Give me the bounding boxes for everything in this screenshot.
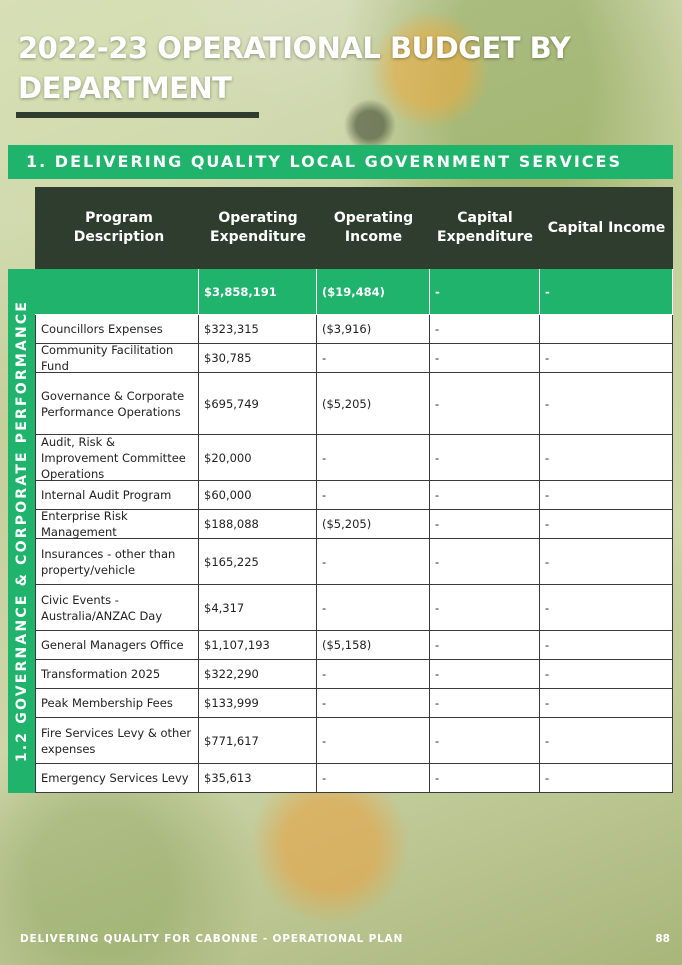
section-heading: 1. DELIVERING QUALITY LOCAL GOVERNMENT SERVICES [8,145,673,179]
value-cell: - [540,718,673,764]
page-title: 2022-23 OPERATIONAL BUDGET BY DEPARTMENT [18,31,571,105]
value-cell: $165,225 [199,539,317,585]
column-header: Operating Income [333,210,414,245]
value-cell: ($3,916) [317,315,430,344]
value-cell: $35,613 [199,764,317,793]
value-cell: - [430,435,540,481]
value-cell: - [540,764,673,793]
table-row [35,315,673,344]
program-description-cell: Transformation 2025 [35,660,199,689]
value-cell: - [540,373,673,435]
value-cell: - [430,481,540,510]
column-header: Capital Expenditure [437,210,533,245]
table-row [35,718,673,764]
program-description-cell: Enterprise Risk Management [35,510,199,539]
value-cell: - [540,689,673,718]
value-cell: $323,315 [199,315,317,344]
value-cell: - [317,481,430,510]
value-cell: - [317,660,430,689]
table-row [35,539,673,585]
value-cell: $20,000 [199,435,317,481]
value-cell: - [540,344,673,373]
value-cell: ($5,158) [317,631,430,660]
table-header [35,187,673,269]
table-row [35,631,673,660]
table-row [35,585,673,631]
value-cell: - [317,718,430,764]
column-header: Operating Expenditure [210,210,306,245]
value-cell [540,315,673,344]
title-underline [16,112,259,118]
value-cell: - [317,764,430,793]
value-cell: - [540,585,673,631]
value-cell: $3,858,191 [199,269,317,315]
value-cell: - [430,315,540,344]
table-row [35,764,673,793]
value-cell: - [430,631,540,660]
value-cell: - [430,764,540,793]
value-cell: - [540,481,673,510]
program-description-cell: Insurances - other than property/vehicle [35,539,199,585]
value-cell: $60,000 [199,481,317,510]
table-row [35,660,673,689]
value-cell: - [317,585,430,631]
value-cell: - [430,373,540,435]
side-label-text: 1.2 GOVERNANCE & CORPORATE PERFORMANCE [13,299,30,763]
value-cell: ($5,205) [317,373,430,435]
column-header: Program Description [73,210,165,245]
program-description-cell: Fire Services Levy & other expenses [35,718,199,764]
value-cell: - [540,269,673,315]
program-description-cell: Civic Events - Australia/ANZAC Day [35,585,199,631]
value-cell: - [430,689,540,718]
value-cell: $695,749 [199,373,317,435]
program-description-cell: General Managers Office [35,631,199,660]
value-cell: $1,107,193 [199,631,317,660]
program-description-cell: Community Facilitation Fund [35,344,199,373]
column-header: Capital Income [547,219,666,236]
value-cell: ($5,205) [317,510,430,539]
table-row [35,373,673,435]
value-cell: $133,999 [199,689,317,718]
program-description-cell: Councillors Expenses [35,315,199,344]
value-cell: $30,785 [199,344,317,373]
footer-text: DELIVERING QUALITY FOR CABONNE - OPERATIONAL PLAN [20,933,404,945]
program-description-cell: Governance & Corporate Performance Operations [35,373,199,435]
table-row [35,510,673,539]
program-description-cell: Audit, Risk & Improvement Committee Operations [35,435,199,481]
budget-table [35,269,673,793]
value-cell: - [430,718,540,764]
value-cell: - [430,269,540,315]
page-number: 88 [655,933,670,945]
value-cell: - [430,344,540,373]
value-cell: - [430,510,540,539]
value-cell: $188,088 [199,510,317,539]
value-cell: - [540,510,673,539]
program-description-cell: Peak Membership Fees [35,689,199,718]
table-row [35,689,673,718]
value-cell: $322,290 [199,660,317,689]
program-description-cell [35,269,199,315]
side-label [8,269,35,793]
value-cell: - [540,435,673,481]
value-cell: - [317,344,430,373]
table-row [35,435,673,481]
value-cell: ($19,484) [317,269,430,315]
value-cell: - [317,689,430,718]
value-cell: - [317,539,430,585]
value-cell: $4,317 [199,585,317,631]
value-cell: - [540,539,673,585]
value-cell: - [430,539,540,585]
summary-row [35,269,673,315]
value-cell: - [540,631,673,660]
table-row [35,481,673,510]
program-description-cell: Emergency Services Levy [35,764,199,793]
value-cell: $771,617 [199,718,317,764]
program-description-cell: Internal Audit Program [35,481,199,510]
value-cell: - [430,660,540,689]
value-cell: - [317,435,430,481]
value-cell: - [430,585,540,631]
table-row [35,344,673,373]
value-cell: - [540,660,673,689]
